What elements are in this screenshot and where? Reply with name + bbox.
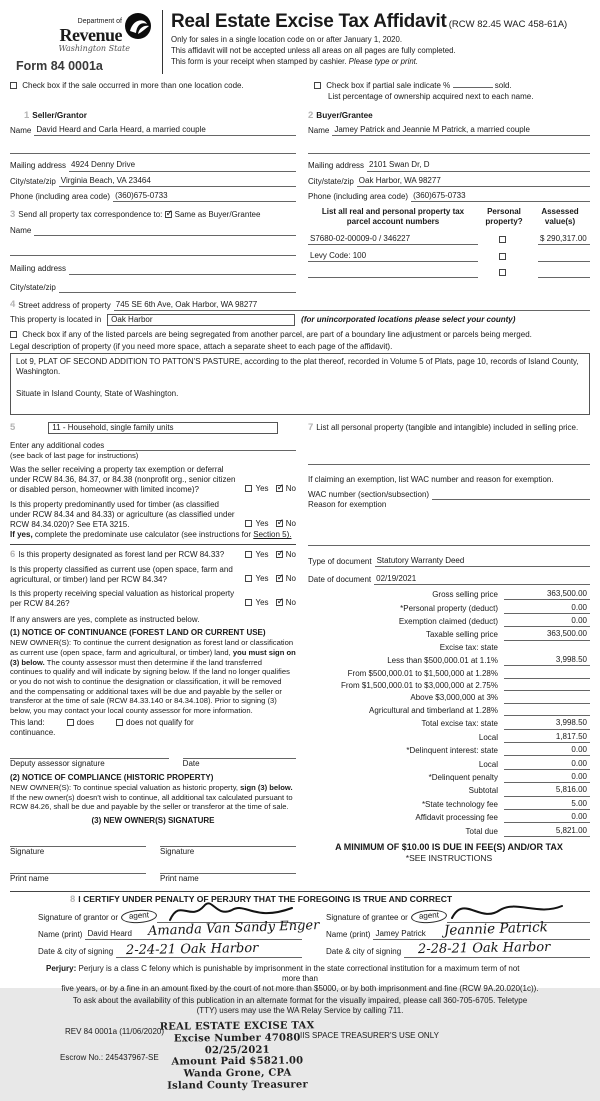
state-technology-fee-value[interactable]: 5.00 [504,799,590,810]
doc-date-field[interactable]: 02/19/2021 [374,574,590,585]
signature-label: Signature [10,847,45,857]
street-address-field[interactable]: 745 SE 6th Ave, Oak Harbor, WA 98277 [114,300,590,311]
located-in-select[interactable]: Oak Harbor [107,314,295,326]
if-yes-note: If any answers are yes, complete as instructed below. [10,614,200,624]
checkmark-icon: ✓ [276,596,285,607]
q4-yes-checkbox[interactable] [245,575,252,582]
predominate-use-note: If yes, complete the predominate use calculator (see instructions for Section 5). [10,530,292,540]
corr-mailing-field[interactable] [69,266,296,275]
tax-computation-table: Gross selling price 363,500.00 *Personal property (deduct) 0.00 Exemption claimed (deduct) 0.00 Taxable selling price 363,500.00 Excise tax: state Less than $500,000.01 at 1.1% 3,998.50 From $500,000.01 to $1,500,000 at 1.28% From $1,500,000.01 to $3,000,000 at 2.75% Above $3,000,000 at 3% Agricultural and timberland at 1.28% Total excise tax: state 3,998.50 Local 1,817.50 *Delinquent interest: state 0.00 Local 0.00 *Delinquent penalty 0.00 Subtotal 5,816.00 *State technology fee 5.00 Affidavit processing fee 0.00 Total due 5,821.00 [308,589,590,837]
grantor-name-print-label: Name (print) [38,930,83,940]
deputy-date-label: Date [182,759,200,769]
deputy-assessor-signature-label: Deputy assessor signature [10,759,105,769]
personal-property-deduct-value[interactable]: 0.00 [504,603,590,614]
reason-for-exemption-label: Reason for exemption [308,500,387,510]
see-instructions-note: *SEE INSTRUCTIONS [405,853,493,864]
q2-yes-checkbox[interactable] [245,520,252,527]
checkmark-icon: ✓ [276,482,285,493]
agent-circled-word: agent [410,909,447,925]
section-7-label: 7 List all personal property (tangible and intangible) included in selling price. [308,421,579,433]
additional-codes-label: Enter any additional codes [10,440,105,450]
agent-circled-word: agent [121,909,158,925]
reet-affidavit-form: Department of Revenue Washington State Form 84 0001a Real Estate Excise Tax Affidavit (RCW 82.45 WAC 458-61A) Only for sales in a single location code on or after January 1, 2020. This affidavit will not be accepted unless all areas on all pages are fully completed. This form is your receipt when stamped by cashier. Please type or print. Check box if the sale occurred in more than one location code. Check box if partial sale indicate % sold. List percentage of ownership acquired next to each name. 1 Seller/Grantor Name David Heard and Carla Heard, a married couple Mailing address 4924 Denny Drive City/state/zip Virginia Beach, VA 23464 Phone (including area code) (360)675-0733 3 Send all property tax correspondence to: ✓ Same as Buyer/Grantee Name Mailing address City/state/zip 2 Buyer/Grantee Name Jamey Patrick and Jeannie M Patrick, a married couple Mailing address 2101 Swan Dr, D City/state/zip Oak Harbor, WA 98277 Phone (including area code) (360)675-0733 List all real and personal property tax parcel account numbers Personal property? Assessed value(s) S7680-02-00009-0 / 346227 $ 290,317.00 Levy Code: 100 4 Street address of property 745 SE 6th Ave, Oak Harbor, WA 98277 This property is located in Oak Harbor (for unincorporated locations please select your county) Check box if any of the listed parcels are being segregated from another parcel, are part of a boundary line adjustment or parcels being merged. Legal description of property (if you need more space, attach a separate sheet to each page of the affidavit). Lot 9, PLAT OF SECOND ADDITION TO PATTON'S PASTURE, according to the plat thereof, recorded in Volume 5 of Plats, page 10, records of Island County, Washington. Situate in Island County, State of Washington. 5 11 - Household, single family units Enter any additional codes (see back of last page for instructions) Was the seller receiving a property tax exemption or deferral under RCW 84.36, 84.37, or 84.38 (nonprofit org., senior citizen or disabled person, homeowner with limited income)? Yes ✓ No Is this property predominantly used for timber (as classified under RCW 84.34 and 84.33) or agriculture (as classified under RCW 84.34.020)? See ETA 3215. Yes ✓ No If yes, complete the predominate use calculator (see instructions for Section 5). 6 Is this property designated as forest land per RCW 84.33? Yes ✓ No Is this property classified as current use (open space, farm and agricultural, or timber) land per RCW 84.34? Yes ✓ No Is this property receiving special valuation as historical property per RCW 84.26? Yes ✓ No If any answers are yes, complete as instructed below. (1) NOTICE OF CONTINUANCE (FOREST LAND OR CURRENT USE) NEW OWNER(S): To continue the current designation as forest land or classification as current use (open space, farm and agricultural, or timber) land, you must sign on (3) below. The county assessor must then determine if the land transferred continues to qualify and will indicate by signing below. If the land no longer qualifies or you do not wish to continue the designation or classification, it will be removed and the compensating or additional taxes will be due and payable by the seller or transferor at the time of sale (RCW 84.33.140 or 84.34.108). Prior to signing (3) below, you may contact your local county assessor for more information. This land: does does not qualify for continuance. Deputy assessor signature Date (2) NOTICE OF COMPLIANCE (HISTORIC PROPERTY) NEW OWNER(S): To continue special valuation as historic property, sign (3) below. If the new owner(s) doesn't wish to continue, all additional tax calculated pursuant to RCW 84.26, shall be due and payable by the seller or transferor at the time of sale. (3) NEW OWNER(S) SIGNATURE Signature Signature Print name Print name 7 List all personal property (tangible and intangible) included in selling price. If claiming an exemption, list WAC number and reason for exemption. WAC number (section/subsection) Reason for exemption Type of document Statutory Warranty Deed Date of document 02/19/2021 Gross selling price 363,500.00 *Personal property (deduct) 0.00 Exemption claimed (deduct) 0.00 Taxable selling price 363,500.00 Excise tax: state Less than $500,000.01 at 1.1% 3,998.50 From $500,000.01 to $1,500,000 at 1.28% From $1,500,000.01 to $3,000,000 at 2.75% Above $3,000,000 at 3% Agricultural and timberland at 1.28% Total excise tax: state 3,998.50 Local 1,817.50 *Delinquent interest: state 0.00 Local 0.00 *Delinquent penalty 0.00 Subtotal 5,816.00 *State technology fee 5.00 Affidavit processing fee 0.00 Total due 5,821.00 A MINIMUM OF $10.00 IS DUE IN FEE(S) AND/OR TAX *SEE INSTRUCTIONS 8 I CERTIFY UNDER PENALTY OF PERJURY THAT THE FOREGOING IS TRUE AND CORRECT Signature of grantor or agent Name (print) David Heard Amanda Van Sandy Enger Date & city of signing 2-24-21 Oak Harbor Signature of grantee or agent Name (print) Jamey Patrick Jeannie Patrick Date & city of signing 2-28-21 Oak Harbor Perjury: Perjury is a class C felony which is punishable by imprisonment in the state correctional institution for a maximum term of not more than five years, or by a fine in an amount fixed by the court of not more than $5000, or by both imprisonment and fine (RCW 9A.20.020(1c)). To ask about the availability of this publication in an alternate format for the visually impaired, please call 360-705-6705. Teletype (TTY) users may use the WA Relay Service by calling 711. REV 84 0001a (11/06/2020) Escrow No.: 245437967-SE REAL ESTATE EXCISE TAX Excise Number 47080 02/25/2021 Amount Paid $5821.00 Wanda Grone, CPA Island County Treasurer IIS SPACE TREASURER'S USE ONLY [0,0,600,988]
segregated-checkbox[interactable] [10,331,17,338]
doc-type-field[interactable]: Statutory Warranty Deed [375,556,590,567]
dept-of-label: Department of [77,18,122,26]
located-in-note: (for unincorporated locations please select your county) [301,315,516,325]
forest-land-question: 6 Is this property designated as forest land per RCW 84.33? [10,548,225,560]
partial-sale-check-row: Check box if partial sale indicate % sold. List percentage of ownership acquired next to each name. [300,81,590,101]
header-note-1: Only for sales in a single location code on or after January 1, 2020. [171,35,403,45]
parcel-table-header: List all real and personal property tax parcel account numbers Personal property? Assessed value(s) [321,207,579,227]
seller-mailing-label: Mailing address [10,161,67,171]
delinquent-penalty-value[interactable]: 0.00 [504,772,590,783]
buyer-name2-field[interactable] [308,145,590,154]
alternate-format-note: To ask about the availability of this publication in an alternate format for the visually impaired, please call 360-705-6705. Teletype (TTY) users may use the WA Relay Service by calling 711. [72,996,528,1016]
section-1-heading: 1 Seller/Grantor [24,109,87,121]
corr-csz-label: City/state/zip [10,282,56,292]
seller-csz-field[interactable]: Virginia Beach, VA 23464 [59,176,296,187]
seller-mailing-field[interactable]: 4924 Denny Drive [69,160,296,171]
this-land-row: This land: does does not qualify for [10,717,194,727]
gross-selling-price-value[interactable]: 363,500.00 [504,589,590,600]
q4-no-checkbox[interactable] [276,571,285,582]
parcel-row [308,234,590,245]
wac-number-field[interactable] [432,491,590,500]
total-due-value[interactable]: 5,821.00 [504,826,590,837]
delinquent-interest-state-value[interactable]: 0.00 [504,745,590,756]
parcel-number-field-3[interactable] [308,269,478,278]
exemption-note: If claiming an exemption, list WAC number and reason for exemption. [308,474,554,484]
does-checkbox[interactable] [67,719,74,726]
corr-name2-field[interactable] [10,247,296,256]
rev-number: REV 84 0001a (11/06/2020) [65,1026,165,1036]
seller-name-label: Name [10,126,32,136]
dor-logo-icon [124,12,152,43]
corr-csz-field[interactable] [59,284,296,293]
wac-number-label: WAC number (section/subsection) [308,490,430,500]
multi-location-check-row [10,81,300,101]
compliance-title: (2) NOTICE OF COMPLIANCE (HISTORIC PROPERTY) [10,772,214,782]
does-not-checkbox[interactable] [116,719,123,726]
personal-property-checkbox-1[interactable] [499,236,506,243]
additional-codes-note: (see back of last page for instructions) [10,451,139,461]
grantee-date-city-label: Date & city of signing [326,947,402,957]
corr-mailing-label: Mailing address [10,264,67,274]
timber-agriculture-question: Is this property predominantly used for timber (as classified under RCW 84.34 and 84.33) or agriculture (as classified under RCW 84.34.020)? See ETA 3215. [10,499,235,530]
compliance-paragraph: NEW OWNER(S): To continue special valuation as historic property, sign (3) below. If the new owner(s) doesn't wish to continue, all additional tax calculated pursuant to RCW 84.26, shall be due and payable by the seller or transferor at the time of sale. [10,782,293,812]
grantor-date-handwriting: 2-24-21 Oak Harbor [125,941,259,959]
grantor-signature-label: Signature of grantor or [38,912,119,922]
seller-name2-field[interactable] [10,145,296,154]
local-tax-value[interactable]: 1,817.50 [504,732,590,743]
new-owner-signature-field-1[interactable] [10,838,146,847]
legal-description-text: Lot 9, PLAT OF SECOND ADDITION TO PATTON'S PASTURE, according to the plat thereof, recorded in Volume 5 of Plats, page 10, records of Island County, Washington. [16,356,579,376]
additional-codes-field[interactable] [107,442,296,451]
legal-description-box[interactable] [10,353,590,415]
grantee-name-print-label: Name (print) [326,930,371,940]
buyer-name-field[interactable]: Jamey Patrick and Jeannie M Patrick, a married couple [332,125,590,136]
header-note-3: This form is your receipt when stamped by cashier. Please type or print. [171,57,419,67]
assessed-value-field[interactable]: $ 290,317.00 [538,234,590,245]
print-name-label: Print name [160,874,199,884]
form-number: Form 84 0001a [16,59,103,74]
buyer-csz-field[interactable]: Oak Harbor, WA 98277 [357,176,590,187]
deputy-assessor-signature-field[interactable] [10,750,169,759]
seller-name-field[interactable]: David Heard and Carla Heard, a married couple [34,125,296,136]
subtotal-value[interactable]: 5,816.00 [504,785,590,796]
tier4-tax-value[interactable] [504,694,590,704]
historical-property-question: Is this property receiving special valuation as historical property per RCW 84.26? [10,589,235,609]
signature-label: Signature [160,847,195,857]
grantee-date-handwriting: 2-28-21 Oak Harbor [417,940,551,958]
checkmark-icon: ✓ [165,208,174,219]
land-use-code-select[interactable]: 11 - Household, single family units [48,422,278,434]
perjury-statement: Perjury: Perjury is a class C felony which is punishable by imprisonment in the state correctional institution for a maximum term of not more than five years, or by a fine in an amount fixed by the court of not more than $5000, or by both imprisonment and fine (RCW 9A.20.020(1c)). [46,963,539,994]
checkmark-icon: ✓ [276,517,285,528]
multi-location-checkbox[interactable] [10,82,17,89]
deputy-date-field[interactable] [183,750,296,759]
seller-csz-label: City/state/zip [10,176,56,186]
corr-name-label: Name [10,226,32,236]
washington-state-label: Washington State [58,44,130,54]
minimum-due-note: A MINIMUM OF $10.00 IS DUE IN FEE(S) AND/OR TAX [335,841,563,852]
continuance-paragraph: NEW OWNER(S): To continue the current designation as forest land or classification as current use (open space, farm and agricultural, or timber) land, you must sign on (3) below. The county assessor must then determine if the land transferred continues to qualify and will indicate by signing below. If the land no longer qualifies or you do not wish to continue the designation or classification, it will be removed and the compensating or additional taxes will be due and payable by the seller or transferor at the time of sale (RCW 84.33.140 or 84.34.108). Prior to signing (3) below, you may contact your local county assessor for more information. [10,638,296,716]
exemption-claimed-value[interactable]: 0.00 [504,616,590,627]
grantor-name-handwriting: Amanda Van Sandy Enger [147,918,320,940]
buyer-csz-label: City/state/zip [308,176,354,186]
grantee-name-handwriting: Jeannie Patrick [443,919,549,939]
buyer-mailing-field[interactable]: 2101 Swan Dr, D [367,160,590,171]
personal-property-checkbox-3[interactable] [499,269,506,276]
reason-for-exemption-field[interactable] [308,537,590,546]
parcel-number-field[interactable]: S7680-02-00009-0 / 346227 [308,234,478,245]
delinquent-interest-local-value[interactable]: 0.00 [504,759,590,770]
q1-yes-checkbox[interactable] [245,485,252,492]
tier1-tax-value[interactable]: 3,998.50 [504,655,590,666]
buyer-phone-label: Phone (including area code) [308,191,409,201]
parcel-row [308,268,590,278]
continuance-title: (1) NOTICE OF CONTINUANCE (FOREST LAND OR CURRENT USE) [10,627,266,637]
new-owner-print-name-field-1[interactable] [10,865,146,874]
total-excise-state-value[interactable]: 3,998.50 [504,718,590,729]
legal-description-label: Legal description of property (if you need more space, attach a separate sheet to each page of the affidavit). [10,341,393,351]
revenue-wordmark: Revenue [59,25,122,46]
partial-sale-note: List percentage of ownership acquired next to each name. [328,91,534,101]
dor-logo-block [10,8,158,74]
assessed-value-field-2[interactable] [538,253,590,262]
seller-phone-label: Phone (including area code) [10,191,111,201]
seller-phone-field[interactable]: (360)675-0733 [113,191,296,202]
assessed-value-field-3[interactable] [538,269,590,278]
partial-sale-percent-field[interactable] [453,87,493,88]
legal-description-situate: Situate in Island County, State of Washington. [16,389,179,399]
continuance-word: continuance. [10,728,56,738]
q2-no-checkbox[interactable] [276,517,285,528]
affidavit-processing-fee-value[interactable]: 0.00 [504,812,590,823]
buyer-phone-field[interactable]: (360)675-0733 [411,191,590,202]
q5-no-checkbox[interactable] [276,596,285,607]
partial-sale-checkbox[interactable] [314,82,321,89]
new-owner-print-name-field-2[interactable] [160,865,296,874]
grantor-date-city-label: Date & city of signing [38,947,114,957]
segregated-label: Check box if any of the listed parcels are being segregated from another parcel, are part of a boundary line adjustment or parcels being merged. [22,330,532,340]
page-title: Real Estate Excise Tax Affidavit [171,11,447,32]
personal-property-checkbox-2[interactable] [499,253,506,260]
tier2-tax-value[interactable] [504,669,590,679]
agricultural-tax-value[interactable] [504,707,590,717]
treasurer-use-only-label: IIS SPACE TREASURER'S USE ONLY [300,1030,439,1040]
certify-statement: 8 I CERTIFY UNDER PENALTY OF PERJURY THAT THE FOREGOING IS TRUE AND CORRECT [70,893,453,905]
q1-no-checkbox[interactable] [276,482,285,493]
located-in-label: This property is located in [10,315,102,325]
doc-date-label: Date of document [308,574,372,584]
buyer-mailing-label: Mailing address [308,161,365,171]
header-divider [162,10,163,74]
parcel-row [308,251,590,262]
treasurer-stamp: REAL ESTATE EXCISE TAX Excise Number 47080 02/25/2021 Amount Paid $5821.00 Wanda Grone, CPA Island County Treasurer [159,1020,315,1092]
checkmark-icon: ✓ [276,547,285,558]
grantee-signature-label: Signature of grantee or [326,912,408,922]
q3-no-checkbox[interactable] [276,547,285,558]
form-header [10,8,590,74]
current-use-question: Is this property classified as current use (open space, farm and agricultural, or timber) land per RCW 84.34? [10,564,233,584]
title-rcw-reference: (RCW 82.45 WAC 458-61A) [448,19,568,30]
tier3-tax-value[interactable] [504,682,590,692]
section-2-heading: 2 Buyer/Grantee [308,109,373,121]
street-address-label: Street address of property [18,300,111,310]
escrow-number: Escrow No.: 245437967-SE [60,1052,159,1062]
buyer-name-label: Name [308,126,330,136]
section-3-row: 3 Send all property tax correspondence to: ✓ Same as Buyer/Grantee [10,208,261,221]
new-owner-signature-title: (3) NEW OWNER(S) SIGNATURE [91,815,215,825]
grantee-name-print-field[interactable]: Jamey Patrick [373,929,590,940]
excise-tax-state-header [504,644,590,654]
exemption-deferral-question: Was the seller receiving a property tax exemption or deferral under RCW 84.36, 84.37, or 84.38 (nonprofit org., senior citizen or disabled person, homeowner with limited income)? [10,464,236,495]
taxable-selling-price-value[interactable]: 363,500.00 [504,629,590,640]
corr-name-field[interactable] [34,227,296,236]
same-as-buyer-checkbox[interactable] [165,208,174,219]
partial-sale-label: Check box if partial sale indicate % [326,81,451,91]
multi-location-label: Check box if the sale occurred in more than one location code. [22,81,244,91]
grantor-name-print-field[interactable]: David Heard [85,929,302,940]
levy-code-field[interactable]: Levy Code: 100 [308,251,478,262]
new-owner-signature-field-2[interactable] [160,838,296,847]
q5-yes-checkbox[interactable] [245,599,252,606]
q3-yes-checkbox[interactable] [245,551,252,558]
print-name-label: Print name [10,874,49,884]
checkmark-icon: ✓ [276,571,285,582]
personal-property-list-field[interactable] [308,456,590,465]
header-note-2: This affidavit will not be accepted unless all areas on all pages are fully completed. [171,46,456,56]
doc-type-label: Type of document [308,556,372,566]
